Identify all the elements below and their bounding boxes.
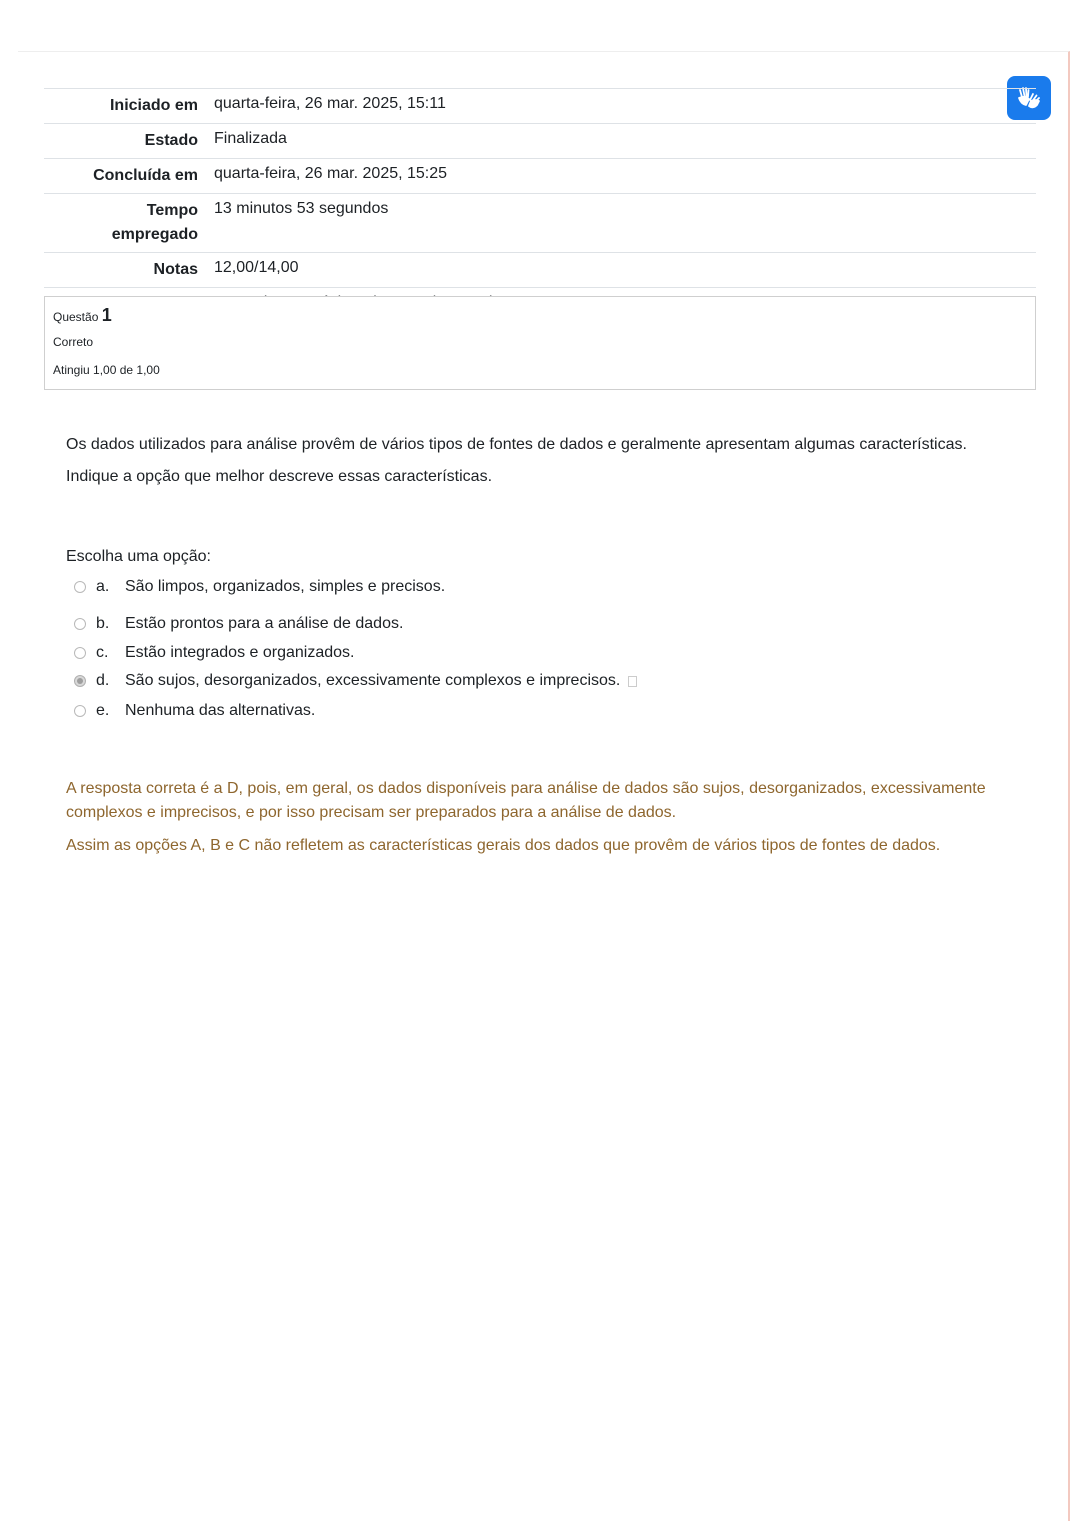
option-letter: c. [96, 644, 109, 661]
quiz-summary-table [44, 88, 1036, 322]
option-e[interactable] [74, 700, 315, 722]
completed-value: quarta-feira, 26 mar. 2025, 15:25 [214, 165, 448, 182]
question-info-box [44, 296, 1036, 390]
completed-label: Concluída em [93, 167, 198, 184]
time-label [44, 194, 206, 253]
state-value: Finalizada [214, 130, 287, 147]
summary-row-marks [44, 253, 1036, 288]
question-text-line-1: Os dados utilizados para análise provêm de vários tipos de fontes de dados e geralmente apresentam algumas características. [66, 436, 967, 453]
general-feedback [66, 777, 1016, 867]
option-text: São limpos, organizados, simples e precisos. [125, 578, 446, 595]
option-c[interactable] [74, 642, 354, 664]
started-label: Iniciado em [109, 97, 198, 114]
question-number [53, 305, 112, 326]
feedback-paragraph-1: A resposta correta é a D, pois, em geral, os dados disponíveis para análise de dados são sujos, desorganizados, excessivamente complexos e imprecisos, e por isso precisam ser preparados para a análise de dados. [66, 780, 986, 821]
state-label: Estado [144, 132, 198, 149]
radio-icon[interactable] [74, 705, 86, 717]
option-text: Nenhuma das alternativas. [125, 702, 316, 719]
question-label: Questão [53, 310, 102, 324]
option-text: São sujos, desorganizados, excessivamente complexos e imprecisos. [125, 672, 621, 689]
summary-row-state [44, 124, 1036, 159]
summary-row-completed [44, 159, 1036, 194]
time-value: 13 minutos 53 segundos [214, 200, 389, 217]
time-label-line-1: Tempo [146, 202, 198, 219]
question-text-line-2: Indique a opção que melhor descreve essas características. [66, 468, 493, 485]
time-label-line-2: empregado [111, 226, 198, 243]
question-number-value: 1 [101, 305, 112, 325]
question-text [66, 434, 1026, 498]
radio-icon[interactable] [74, 618, 86, 630]
option-letter: a. [96, 578, 110, 595]
feedback-paragraph-2: Assim as opções A, B e C não refletem as características gerais dos dados que provêm de vários tipos de fontes de dados. [66, 837, 941, 854]
option-b[interactable] [74, 613, 403, 635]
question-grade: Atingiu 1,00 de 1,00 [53, 363, 160, 377]
summary-row-started [44, 89, 1036, 124]
question-state: Correto [53, 335, 94, 349]
radio-icon[interactable] [74, 581, 86, 593]
marks-value: 12,00/14,00 [214, 259, 299, 276]
option-letter: b. [96, 615, 110, 632]
option-d[interactable] [74, 670, 637, 692]
correct-mark-icon [628, 676, 637, 687]
option-letter: d. [96, 672, 110, 689]
answer-prompt: Escolha uma opção: [66, 548, 211, 565]
option-text: Estão integrados e organizados. [125, 644, 355, 661]
started-value: quarta-feira, 26 mar. 2025, 15:11 [214, 95, 446, 112]
option-a[interactable] [74, 576, 445, 598]
radio-icon[interactable] [74, 647, 86, 659]
summary-row-time [44, 194, 1036, 253]
option-text: Estão prontos para a análise de dados. [125, 615, 404, 632]
radio-checked-icon[interactable] [74, 675, 86, 687]
marks-label: Notas [153, 261, 198, 278]
option-letter: e. [96, 702, 110, 719]
